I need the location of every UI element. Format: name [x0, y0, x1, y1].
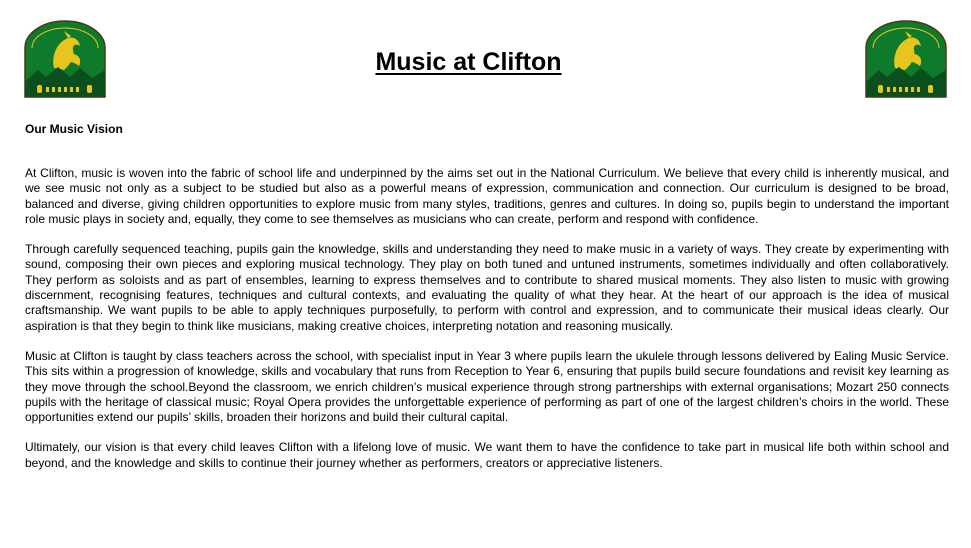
paragraph-partnerships: Music at Clifton is taught by class teachers across the school, with specialist input in Year 3 where pupils learn the ukulele through lessons delivered by Ealing Music Service. This sits within a progression of knowledge, skills and vocabulary that runs from Reception to Year 6, ensuring that pupils build secure foundations and revisit key learning as they move through the school.Beyond the classroom, we enrich children’s musical experience through strong partnerships with external organisations; Mozart 250 connects pupils with the heritage of classical music; Royal Opera provides the unforgettable experience of performing as part of one of the largest children’s choirs in the world. These opportunities extend our pupils’ skills, broaden their horizons and build their cultural capital. [25, 348, 949, 425]
paragraph-intro: At Clifton, music is woven into the fabric of school life and underpinned by the aims set out in the National Curriculum. We believe that every child is inherently musical, and we see music not only as a subject to be studied but also as a powerful means of expression, communication and connection. Our curriculum is designed to be broad, balanced and diverse, giving children opportunities to explore music from many styles, traditions, genres and cultures. In doing so, pupils begin to understand the important role music plays in society and, equally, they come to see themselves as musicians who can create, perform and respond with confidence. [25, 166, 949, 226]
paragraph-teaching: Through carefully sequenced teaching, pupils gain the knowledge, skills and understanding they need to make music in a variety of ways. They create by experimenting with sound, composing their own pieces and exploring musical technology. They play on both tuned and untuned instruments, sometimes individually and often collaboratively. They perform as soloists and as part of ensembles, learning to express themselves and to contribute to shared musical moments. They also listen to music with growing discernment, recognising features, techniques and cultural contexts, and evaluating the quality of what they hear. At the heart of our approach is the idea of musical craftsmanship. We want pupils to be able to apply techniques purposefully, to perform with control and expression, and to communicate their musical ideas clearly. Our aspiration is that they begin to think like musicians, making creative choices, interpreting notation and reasoning musically. [25, 242, 949, 333]
paragraph-conclusion: Ultimately, our vision is that every child leaves Clifton with a lifelong love of music. We want them to have the confidence to take part in musical life both within school and beyond, and the knowledge and skills to continue their journey whether as performers, creators or appreciative listeners. [25, 440, 949, 470]
document-body [25, 166, 949, 486]
page-title: Music at Clifton [375, 48, 562, 76]
section-heading: Our Music Vision [25, 122, 123, 136]
